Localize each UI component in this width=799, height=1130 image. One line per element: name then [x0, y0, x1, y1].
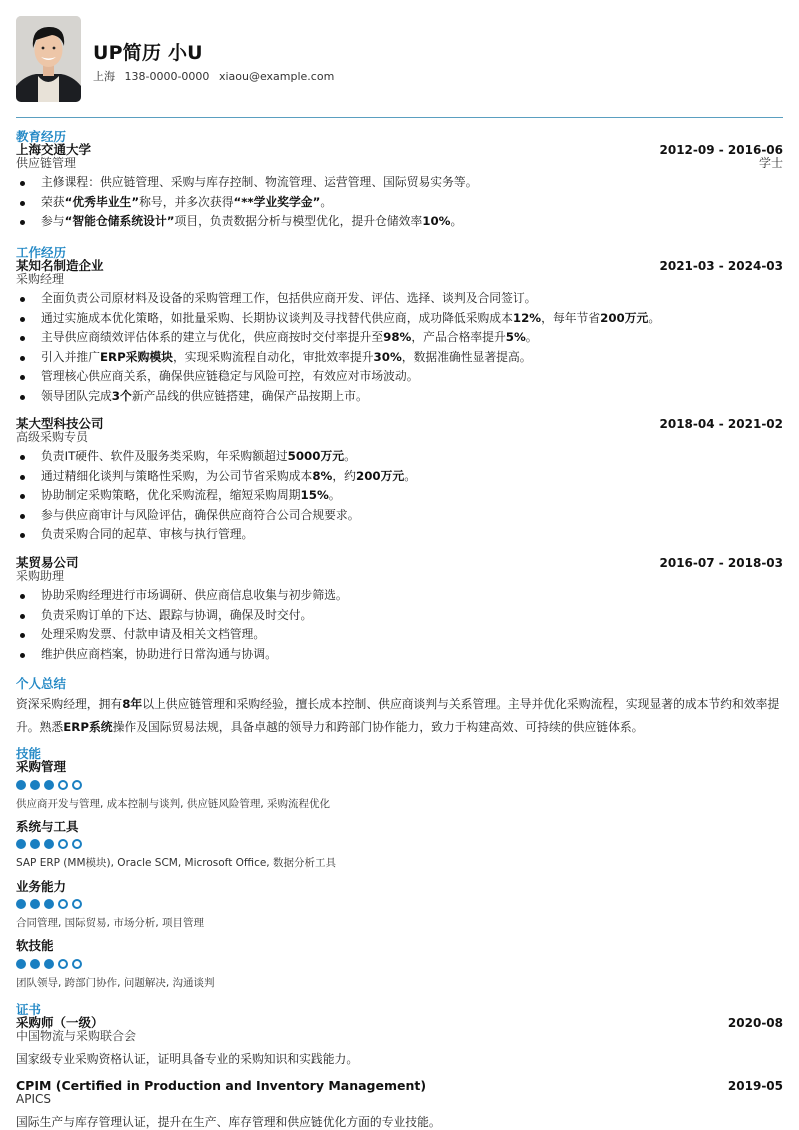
bullet-item: 荣获“优秀毕业生”称号，并多次获得“**学业奖学金”。	[16, 193, 783, 213]
company-name: 某知名制造企业	[16, 258, 104, 273]
dot-empty-icon	[72, 959, 82, 969]
section-title-summary: 个人总结	[16, 676, 67, 691]
skill-level-dots	[16, 780, 82, 790]
job-date: 2016-07 - 2018-03	[659, 556, 783, 570]
bullet-item: 负责采购订单的下达、跟踪与协调，确保及时交付。	[16, 606, 783, 626]
company-name: 某大型科技公司	[16, 416, 104, 431]
certificate-desc: 国家级专业采购资格认证，证明具备专业的采购知识和实践能力。	[16, 1052, 359, 1066]
section-title-education: 教育经历	[16, 129, 67, 144]
bullet-item: 参与“智能仓储系统设计”项目，负责数据分析与模型优化，提升仓储效率10%。	[16, 212, 783, 232]
bullet-item: 领导团队完成3个新产品线的供应链搭建，确保产品按期上市。	[16, 387, 783, 407]
contact-info	[93, 68, 340, 84]
certificate-date: 2019-05	[727, 1079, 783, 1093]
job-bullets	[16, 447, 783, 545]
skill-desc: 合同管理, 国际贸易, 市场分析, 项目管理	[16, 917, 205, 929]
job-role: 采购助理	[16, 569, 65, 583]
bullet-item: 负责采购合同的起草、审核与执行管理。	[16, 525, 783, 545]
avatar-photo-icon	[16, 16, 81, 102]
certificate-desc: 国际生产与库存管理认证，提升在生产、库存管理和供应链优化方面的专业技能。	[16, 1115, 441, 1129]
dot-empty-icon	[72, 899, 82, 909]
section-title-certificates: 证书	[16, 1002, 42, 1017]
section-title-skills: 技能	[16, 746, 42, 761]
bullet-item: 协助制定采购策略，优化采购流程，缩短采购周期15%。	[16, 486, 783, 506]
bullet-item: 协助采购经理进行市场调研、供应商信息收集与初步筛选。	[16, 586, 783, 606]
dot-filled-icon	[16, 780, 26, 790]
degree: 学士	[758, 156, 783, 170]
education-date: 2012-09 - 2016-06	[659, 143, 783, 157]
skill-level-dots	[16, 959, 82, 969]
contact-city: 上海	[93, 70, 115, 83]
dot-empty-icon	[58, 899, 68, 909]
bullet-item: 全面负责公司原材料及设备的采购管理工作，包括供应商开发、评估、选择、谈判及合同签订。	[16, 289, 783, 309]
certificate-issuer: 中国物流与采购联合会	[16, 1029, 137, 1043]
certificate-name: CPIM (Certified in Production and Inventory Management)	[16, 1078, 427, 1093]
dot-filled-icon	[44, 899, 54, 909]
dot-filled-icon	[16, 899, 26, 909]
bullet-item: 负责IT硬件、软件及服务类采购，年采购额超过5000万元。	[16, 447, 783, 467]
candidate-name: UP简历 小U	[93, 42, 203, 64]
dot-filled-icon	[44, 959, 54, 969]
dot-filled-icon	[30, 899, 40, 909]
skill-desc: SAP ERP (MM模块), Oracle SCM, Microsoft Office, 数据分析工具	[16, 857, 336, 869]
skill-name: 采购管理	[16, 759, 67, 774]
school-name: 上海交通大学	[16, 142, 92, 157]
skill-name: 业务能力	[16, 879, 67, 894]
major: 供应链管理	[16, 156, 77, 170]
skill-level-dots	[16, 839, 82, 849]
contact-phone: 138-0000-0000	[124, 70, 210, 83]
bullet-item: 主导供应商绩效评估体系的建立与优化，供应商按时交付率提升至98%，产品合格率提升5%。	[16, 328, 783, 348]
dot-empty-icon	[58, 959, 68, 969]
job-role: 采购经理	[16, 272, 65, 286]
certificate-issuer: APICS	[16, 1092, 51, 1106]
bullet-item: 处理采购发票、付款申请及相关文档管理。	[16, 625, 783, 645]
skill-name: 软技能	[16, 938, 54, 953]
dot-filled-icon	[16, 959, 26, 969]
header-divider	[16, 117, 783, 118]
company-name: 某贸易公司	[16, 555, 79, 570]
resume-header	[16, 16, 783, 102]
dot-filled-icon	[16, 839, 26, 849]
job-bullets	[16, 586, 783, 664]
job-date: 2021-03 - 2024-03	[659, 259, 783, 273]
skill-level-dots	[16, 899, 82, 909]
avatar	[16, 16, 81, 102]
dot-empty-icon	[58, 780, 68, 790]
bullet-item: 维护供应商档案，协助进行日常沟通与协调。	[16, 645, 783, 665]
skill-desc: 供应商开发与管理, 成本控制与谈判, 供应链风险管理, 采购流程优化	[16, 798, 331, 810]
dot-filled-icon	[44, 839, 54, 849]
dot-empty-icon	[72, 780, 82, 790]
bullet-item: 引入并推广ERP采购模块，实现采购流程自动化，审批效率提升30%，数据准确性显著提高。	[16, 348, 783, 368]
bullet-item: 通过实施成本优化策略，如批量采购、长期协议谈判及寻找替代供应商，成功降低采购成本12%，每年节省200万元。	[16, 309, 783, 329]
summary-text: 资深采购经理，拥有8年以上供应链管理和采购经验，擅长成本控制、供应商谈判与关系管理。主导并优化采购流程，实现显著的成本节约和效率提升。熟悉ERP系统操作及国际贸易法规，具备卓越的领导力和跨部门协作能力，致力于构建高效、可持续的供应链体系。	[16, 697, 780, 734]
certificate-date: 2020-08	[727, 1016, 783, 1030]
education-bullets	[16, 173, 783, 232]
dot-empty-icon	[72, 839, 82, 849]
dot-filled-icon	[30, 839, 40, 849]
certificate-name: 采购师（一级）	[16, 1015, 104, 1030]
bullet-item: 主修课程：供应链管理、采购与库存控制、物流管理、运营管理、国际贸易实务等。	[16, 173, 783, 193]
skill-desc: 团队领导, 跨部门协作, 问题解决, 沟通谈判	[16, 977, 215, 989]
bullet-item: 管理核心供应商关系，确保供应链稳定与风险可控，有效应对市场波动。	[16, 367, 783, 387]
job-date: 2018-04 - 2021-02	[659, 417, 783, 431]
skill-name: 系统与工具	[16, 819, 79, 834]
bullet-item: 参与供应商审计与风险评估，确保供应商符合公司合规要求。	[16, 506, 783, 526]
dot-filled-icon	[44, 780, 54, 790]
dot-empty-icon	[58, 839, 68, 849]
dot-filled-icon	[30, 780, 40, 790]
dot-filled-icon	[30, 959, 40, 969]
section-title-work: 工作经历	[16, 245, 67, 260]
job-bullets	[16, 289, 783, 406]
contact-email[interactable]: xiaou@example.com	[218, 70, 335, 83]
bullet-item: 通过精细化谈判与策略性采购，为公司节省采购成本8%，约200万元。	[16, 467, 783, 487]
job-role: 高级采购专员	[16, 430, 89, 444]
